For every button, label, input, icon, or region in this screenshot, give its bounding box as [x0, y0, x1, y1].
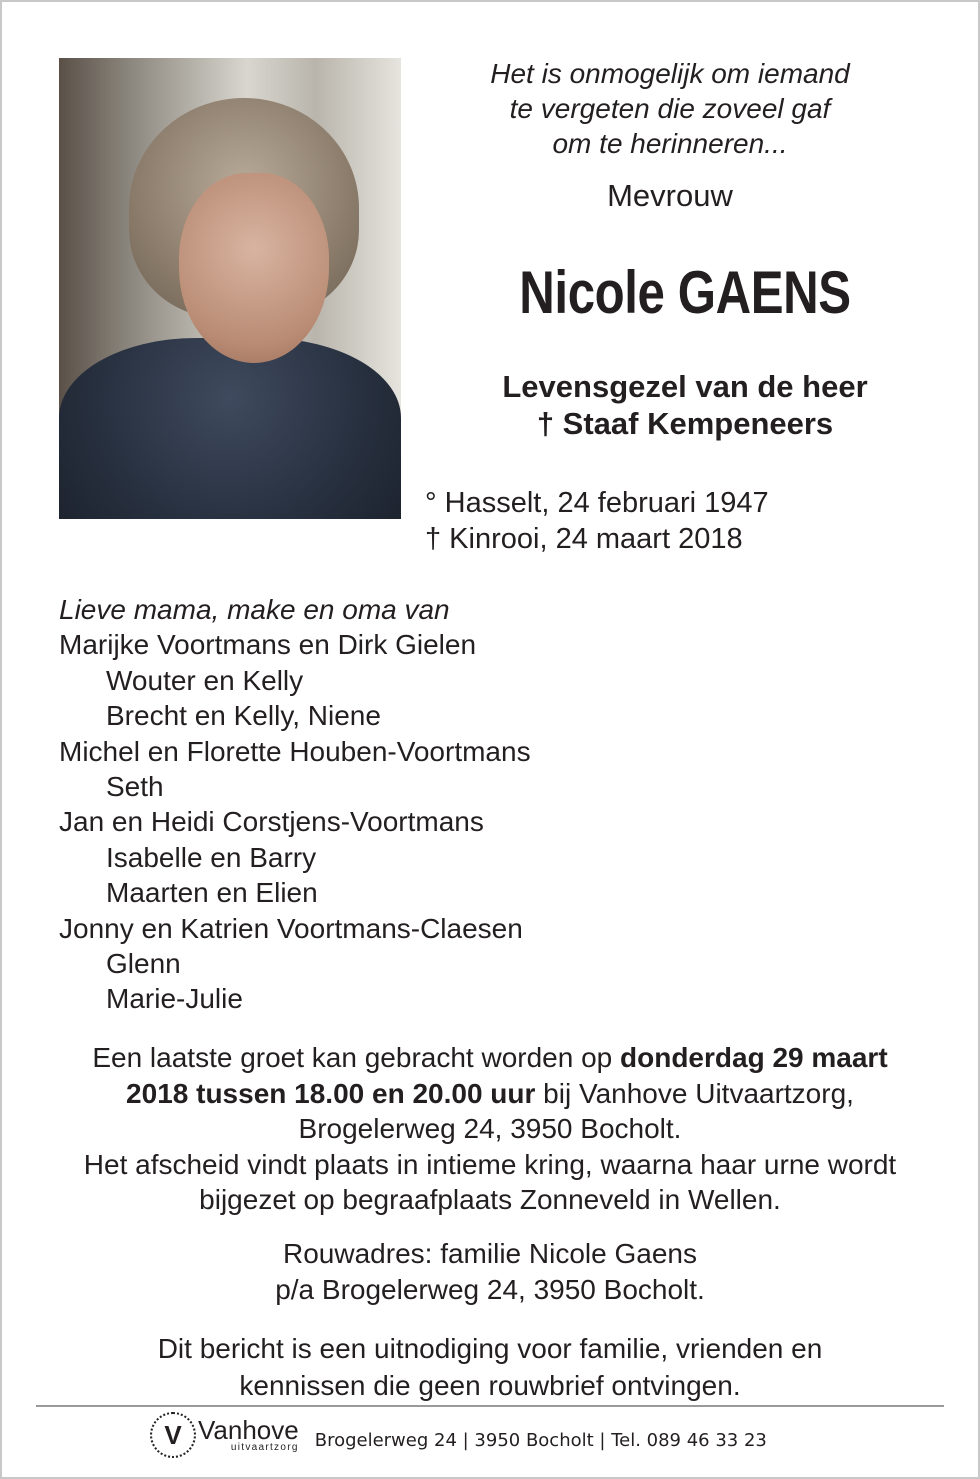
portrait-photo: [59, 58, 401, 519]
visitation-info: [60, 1040, 920, 1218]
death-date: † Kinrooi, 24 maart 2018: [425, 523, 743, 555]
note-line: Dit bericht is een uitnodiging voor familie, vrienden en: [157, 1333, 823, 1364]
memorial-quote: [430, 56, 910, 161]
footer-contact: Brogelerweg 24 | 3950 Bocholt | Tel. 089 46 33 23: [314, 1429, 767, 1451]
logo-mark-icon: V: [150, 1412, 196, 1458]
partner-line: † Staaf Kempeneers: [536, 406, 834, 441]
family-member: Jan en Heidi Corstjens-Voortmans: [59, 806, 484, 838]
info-date: donderdag 29 maart 2018 tussen 18.00 en 20.00 uur: [126, 1042, 888, 1109]
family-member: Marie-Julie: [106, 983, 243, 1015]
invitation-note: [60, 1330, 920, 1404]
family-member: Glenn: [106, 948, 181, 980]
birth-date: ° Hasselt, 24 februari 1947: [425, 487, 769, 519]
info-text: Een laatste groet kan gebracht worden op: [92, 1042, 621, 1073]
family-list: [59, 592, 531, 1017]
divider: [36, 1405, 944, 1407]
family-intro: Lieve mama, make en oma van: [59, 594, 450, 625]
family-member: Michel en Florette Houben-Voortmans: [59, 735, 531, 767]
footer: [150, 1412, 767, 1458]
honorific: Mevrouw: [607, 178, 733, 213]
family-member: Brecht en Kelly, Niene: [106, 700, 381, 732]
logo-sub: uitvaartzorg: [230, 1442, 299, 1453]
address-line: p/a Brogelerweg 24, 3950 Bocholt.: [275, 1273, 705, 1305]
family-member: Jonny en Katrien Voortmans-Claesen: [59, 912, 523, 944]
deceased-name: Nicole GAENS: [519, 259, 851, 326]
mourning-address: [60, 1236, 920, 1307]
family-member: Wouter en Kelly: [106, 664, 304, 696]
partner-info: [430, 368, 940, 442]
family-member: Isabelle en Barry: [106, 841, 317, 873]
logo-name: Vanhove: [198, 1415, 299, 1445]
quote-line: te vergeten die zoveel gaf: [509, 93, 831, 124]
family-member: Marijke Voortmans en Dirk Gielen: [59, 629, 477, 661]
info-text: bij Vanhove Uitvaartzorg, Brogelerweg 24, 3950 Bocholt.: [298, 1077, 854, 1145]
life-dates: [425, 485, 769, 557]
family-member: Maarten en Elien: [106, 877, 318, 909]
info-text: Het afscheid vindt plaats in intieme kring, waarna haar urne wordt bijgezet op begraafplaats Zonneveld in Wellen.: [83, 1148, 897, 1216]
family-member: Seth: [106, 771, 164, 803]
quote-line: om te herinneren...: [552, 128, 788, 159]
address-line: Rouwadres: familie Nicole Gaens: [283, 1238, 697, 1269]
note-line: kennissen die geen rouwbrief ontvingen.: [239, 1370, 741, 1401]
partner-line: Levensgezel van de heer: [502, 369, 868, 404]
quote-line: Het is onmogelijk om iemand: [490, 58, 850, 89]
vanhove-logo: [150, 1412, 299, 1458]
